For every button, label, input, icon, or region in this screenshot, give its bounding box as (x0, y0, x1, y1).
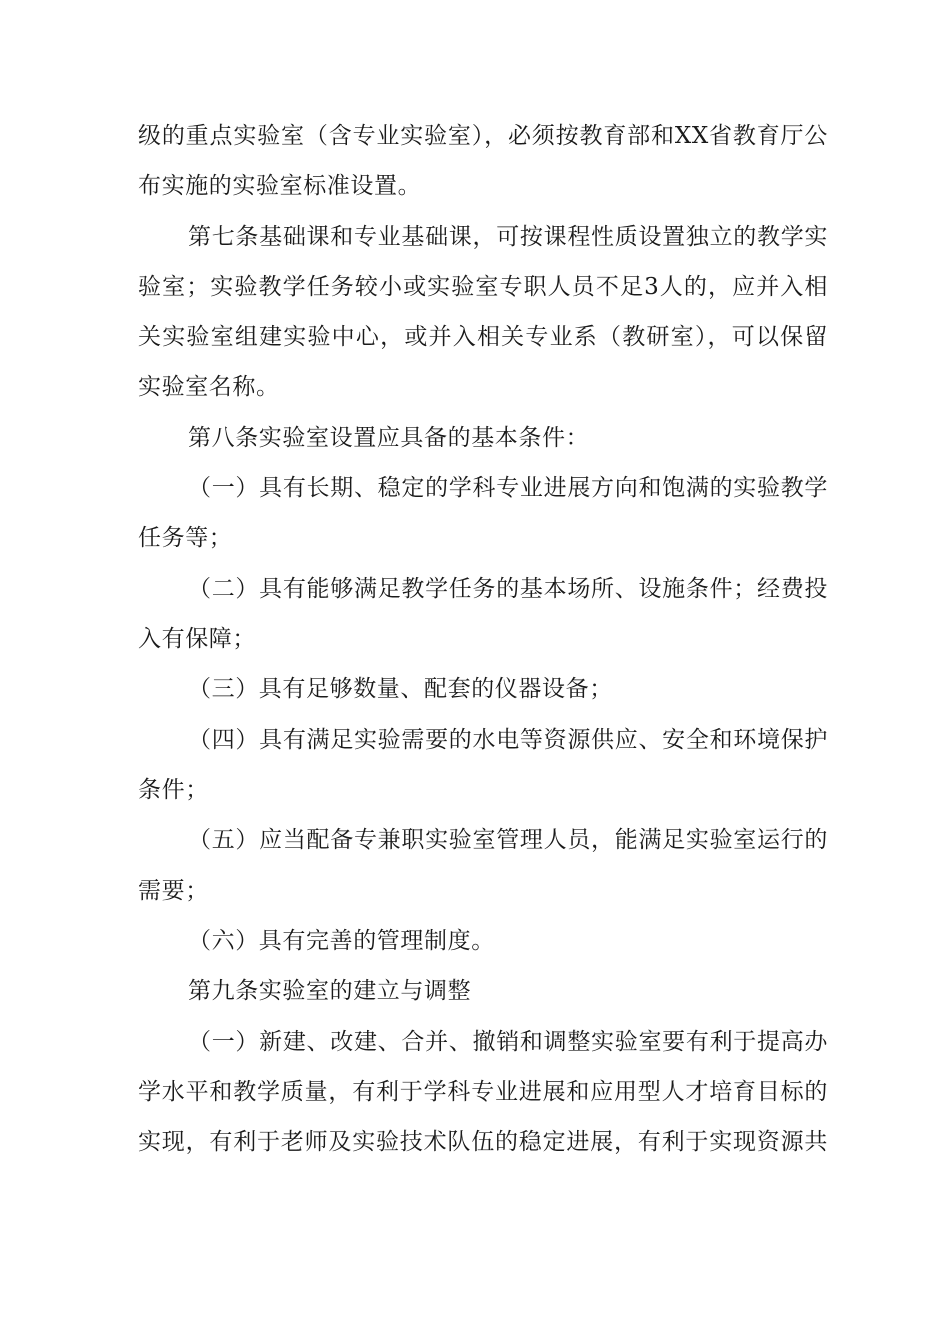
text-line: 学水平和教学质量，有利于学科专业进展和应用型人才培育目标的 (138, 1079, 828, 1105)
text-line: 实现，有利于老师及实验技术队伍的稳定进展，有利于实现资源共 (138, 1129, 828, 1155)
text-line: （五）应当配备专兼职实验室管理人员，能满足实验室运行的 (188, 827, 828, 853)
text-line: 第七条基础课和专业基础课，可按课程性质设置独立的教学实 (188, 224, 828, 250)
text-line: （一）具有长期、稳定的学科专业进展方向和饱满的实验教学 (188, 475, 828, 501)
text-line: （一）新建、改建、合并、撤销和调整实验室要有利于提高办 (188, 1029, 828, 1055)
text-line: 第八条实验室设置应具备的基本条件： (188, 425, 590, 451)
text-line: （四）具有满足实验需要的水电等资源供应、安全和环境保护 (188, 727, 828, 753)
text-line: 第九条实验室的建立与调整 (188, 978, 472, 1004)
text-line: （六）具有完善的管理制度。 (188, 928, 495, 954)
text-line: 任务等； (138, 525, 233, 551)
text-line: （三）具有足够数量、配套的仪器设备； (188, 676, 613, 702)
text-line: 实验室名称。 (138, 374, 280, 400)
text-line: （二）具有能够满足教学任务的基本场所、设施条件；经费投 (188, 576, 828, 602)
text-line: 验室；实验教学任务较小或实验室专职人员不足3人的，应并入相 (138, 274, 828, 300)
text-line: 关实验室组建实验中心，或并入相关专业系（教研室），可以保留 (138, 324, 828, 350)
text-line: 布实施的实验室标准设置。 (138, 173, 422, 199)
text-line: 需要； (138, 878, 209, 904)
text-line: 入有保障； (138, 626, 256, 652)
text-line: 条件； (138, 777, 209, 803)
text-line: 级的重点实验室（含专业实验室），必须按教育部和XX省教育厅公 (138, 123, 828, 149)
